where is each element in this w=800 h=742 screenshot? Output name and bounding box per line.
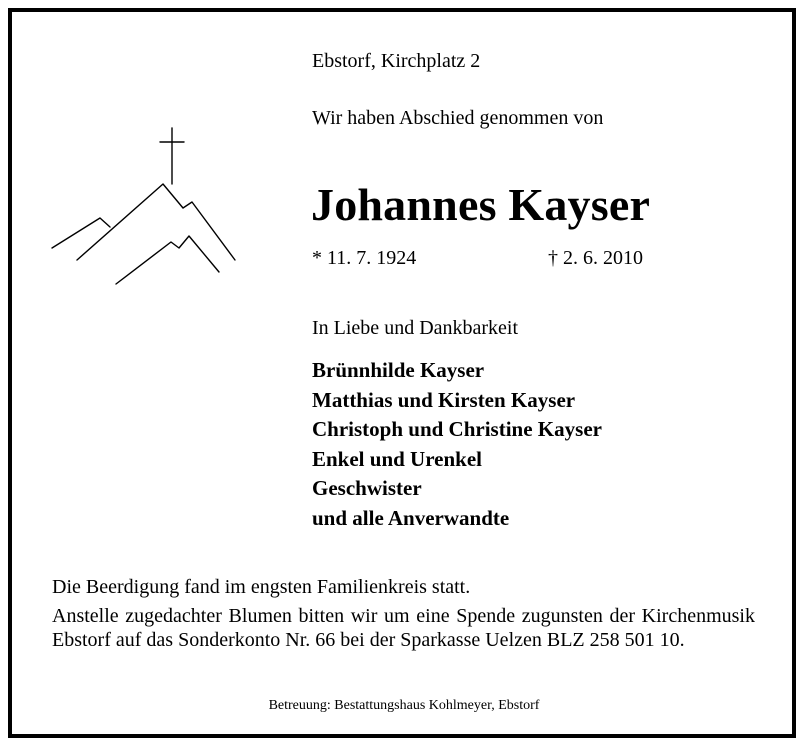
mourner-item: Brünnhilde Kayser (312, 358, 485, 382)
mountain-cross-icon (48, 124, 243, 289)
mourner-item: Geschwister (312, 476, 422, 500)
address: Ebstorf, Kirchplatz 2 (312, 50, 481, 72)
donation-note: Anstelle zugedachter Blumen bitten wir um eine Spende zugunsten der Kirchenmusik Ebstorf auf das Sonderkonto Nr. 66 bei der Sparkasse Uelzen BLZ 258 501 10. (52, 605, 755, 651)
funeral-note: Die Beerdigung fand im engsten Familienkreis statt. (52, 576, 471, 598)
mourners-list (312, 356, 602, 533)
intro-text: Wir haben Abschied genommen von (312, 107, 604, 129)
mourner-item: Enkel und Urenkel (312, 446, 482, 471)
mourner-item: Christoph und Christine Kayser (312, 417, 602, 441)
deceased-name: Johannes Kayser (311, 179, 651, 230)
mourner-item: und alle Anverwandte (312, 505, 510, 530)
mourner-item: Matthias und Kirsten Kayser (312, 387, 576, 412)
funeral-home-footer: Betreuung: Bestattungshaus Kohlmeyer, Ebstorf (268, 698, 540, 713)
death-date: † 2. 6. 2010 (548, 247, 643, 269)
birth-date: * 11. 7. 1924 (312, 247, 417, 269)
closing-line: In Liebe und Dankbarkeit (312, 317, 519, 339)
